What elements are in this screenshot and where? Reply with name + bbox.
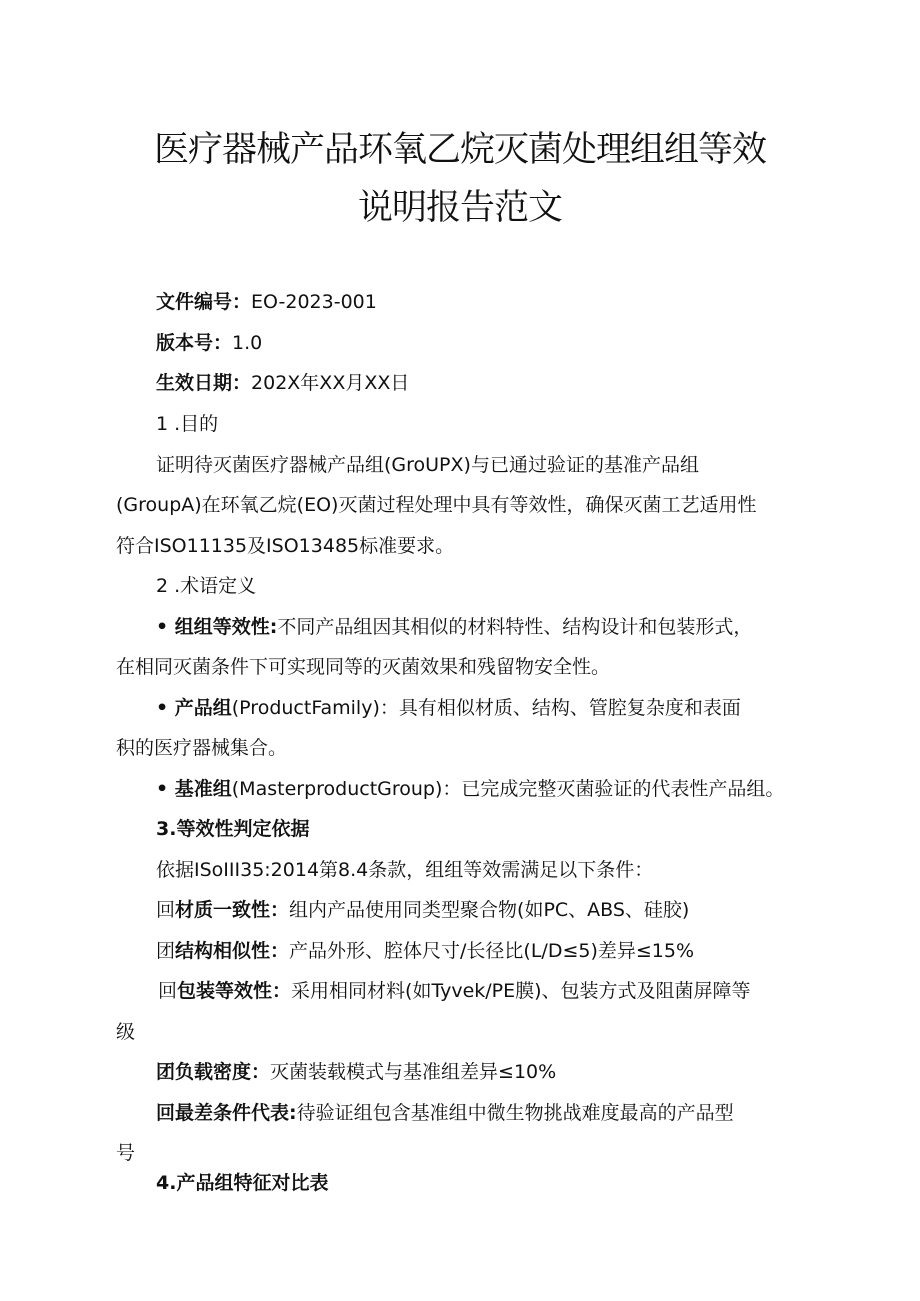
definition-1-line-2: 在相同灭菌条件下可实现同等的灭菌效果和残留物安全性。 (116, 656, 611, 678)
condition-1-text: 组内产品使用同类型聚合物(如PC、ABS、硅胶) (289, 899, 690, 921)
condition-4-mark: 团 (156, 1061, 176, 1083)
definition-2-paren: (ProductFamily)： (231, 697, 399, 719)
condition-2-term: 结构相似性： (175, 940, 290, 962)
version-label: 版本号： (156, 332, 233, 354)
version-value: 1.0 (232, 332, 263, 354)
condition-5-mark: 回 (156, 1102, 176, 1124)
effective-date-value: 202X年XX月XX日 (251, 372, 410, 394)
condition-3-mark: 回 (158, 980, 178, 1002)
condition-4-text: 灭菌装载模式与基准组差异≤10% (270, 1061, 557, 1083)
section-3-heading: 3.等效性判定依据 (156, 818, 310, 840)
condition-3-term: 包装等效性： (177, 980, 292, 1002)
version (0, 330, 920, 356)
condition-5-line-2: 号 (116, 1142, 136, 1164)
condition-4 (0, 1059, 920, 1085)
condition-2-text: 产品外形、腔体尺寸/长径比(L/D≤5)差异≤15% (289, 940, 695, 962)
condition-2-mark: 团 (156, 940, 176, 962)
definition-1 (0, 614, 920, 640)
condition-1-term: 材质一致性： (175, 899, 290, 921)
definition-2-text: 具有相似材质、结构、管腔复杂度和表面 (398, 697, 741, 719)
section-1-para-line-3: 符合ISO11135及ISO13485标准要求。 (116, 535, 455, 557)
section-3-intro: 依据ISoIII35:2014第8.4条款，组组等效需满足以下条件： (156, 859, 654, 881)
section-1-heading: 1 .目的 (156, 413, 219, 435)
condition-4-term: 负载密度： (175, 1061, 271, 1083)
condition-5 (0, 1100, 920, 1126)
definition-2-line-2: 积的医疗器械集合。 (116, 737, 288, 759)
condition-3 (0, 978, 920, 1004)
definition-3-text: 已完成完整灭菌验证的代表性产品组。 (461, 778, 785, 800)
doc-number-value: EO-2023-001 (251, 291, 377, 313)
condition-5-term: 最差条件代表: (175, 1102, 297, 1124)
effective-date (0, 370, 920, 396)
condition-3-line-2: 级 (116, 1021, 136, 1043)
doc-number-label: 文件编号： (156, 291, 252, 313)
title-line-2: 说明报告范文 (357, 188, 562, 228)
definition-2 (0, 695, 920, 721)
section-2-heading: 2 .术语定义 (156, 575, 257, 597)
section-1-para-line-2: (GroupA)在环氧乙烷(EO)灭菌过程处理中具有等效性，确保灭菌工艺适用性 (116, 494, 757, 516)
definition-1-text: 不同产品组因其相似的材料特性、结构设计和包装形式， (277, 616, 753, 638)
condition-2 (0, 938, 920, 964)
condition-1 (0, 897, 920, 923)
condition-1-mark: 回 (156, 899, 176, 921)
condition-5-text: 待验证组包含基准组中微生物挑战难度最高的产品型 (296, 1102, 734, 1124)
section-4-heading: 4.产品组特征对比表 (156, 1172, 329, 1194)
effective-date-label: 生效日期： (156, 372, 252, 394)
title-line-1: 医疗器械产品环氧乙烷灭菌处理组组等效 (153, 130, 766, 170)
definition-2-term: • 产品组 (156, 697, 232, 719)
definition-3-term: • 基准组 (156, 778, 232, 800)
definition-3-paren: (MasterproductGroup)： (231, 778, 462, 800)
condition-3-text: 采用相同材料(如Tyvek/PE膜)、包装方式及阻菌屏障等 (291, 980, 751, 1002)
definition-3 (0, 776, 920, 802)
doc-number (0, 289, 920, 315)
definition-1-term: • 组组等效性: (156, 616, 278, 638)
section-1-para-line-1: 证明待灭菌医疗器械产品组(GroUPX)与已通过验证的基准产品组 (156, 454, 699, 476)
